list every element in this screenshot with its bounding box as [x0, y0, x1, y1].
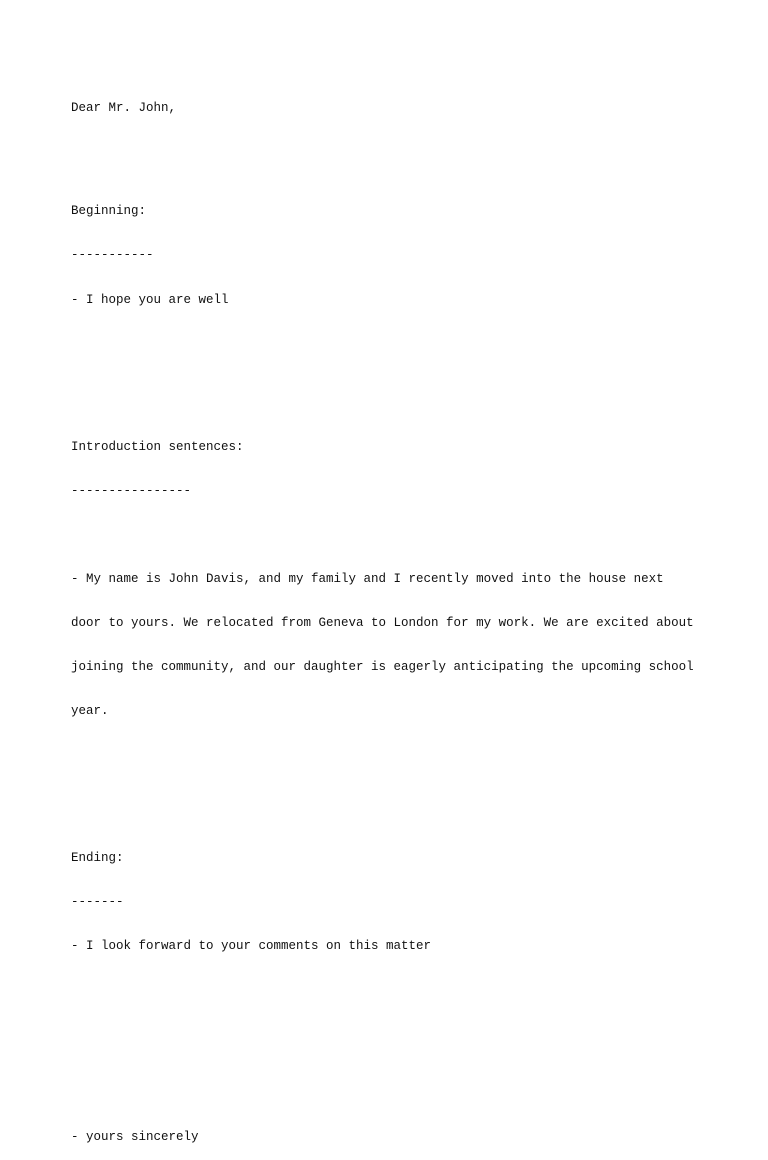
beginning-heading: Beginning:	[71, 204, 147, 219]
introduction-line: joining the community, and our daughter is eagerly anticipating the upcoming school	[71, 660, 694, 675]
introduction-heading: Introduction sentences:	[71, 439, 244, 454]
spacer	[71, 146, 711, 161]
spacer	[71, 1028, 711, 1043]
letter-document	[71, 72, 711, 1160]
beginning-item: - I hope you are well	[71, 292, 229, 307]
spacer	[71, 792, 711, 807]
introduction-line: - My name is John Davis, and my family and I recently moved into the house next	[71, 571, 664, 586]
spacer	[71, 1072, 711, 1087]
spacer	[71, 984, 711, 999]
spacer	[71, 528, 711, 543]
introduction-rule: ----------------	[71, 483, 192, 498]
introduction-line: door to yours. We relocated from Geneva to London for my work. We are excited about	[71, 615, 694, 630]
ending-item: - I look forward to your comments on this matter	[71, 939, 432, 954]
salutation: Dear Mr. John,	[71, 101, 177, 116]
closing: - yours sincerely	[71, 1130, 199, 1145]
introduction-line: year.	[71, 704, 109, 719]
spacer	[71, 337, 711, 352]
beginning-rule: -----------	[71, 248, 154, 263]
ending-rule: -------	[71, 895, 124, 910]
spacer	[71, 748, 711, 763]
spacer	[71, 381, 711, 396]
ending-heading: Ending:	[71, 851, 124, 866]
